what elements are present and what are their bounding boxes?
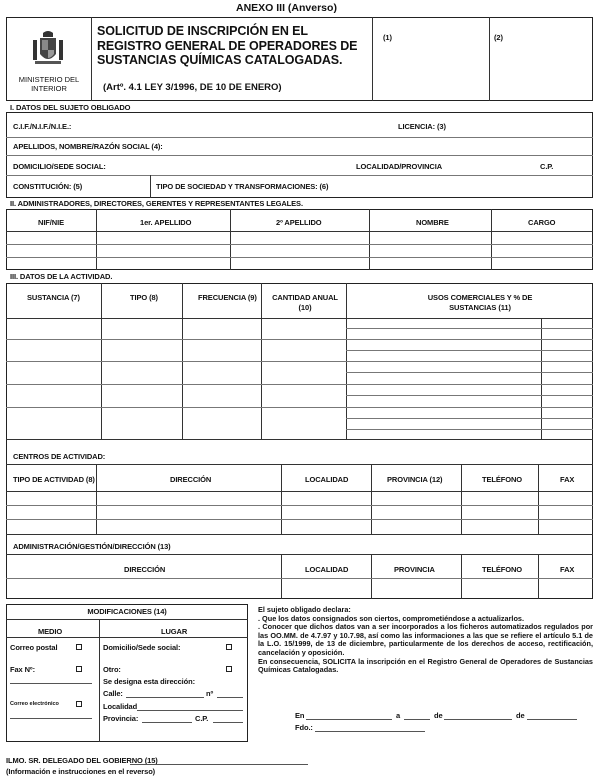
col-usos: USOS COMERCIALES Y % DE SUSTANCIAS (11) [427, 293, 533, 312]
domicilio-checkbox[interactable] [226, 644, 232, 650]
col-tipo: TIPO (8) [130, 293, 158, 302]
designa-label: Se designa esta dirección: [103, 677, 196, 686]
lugar-header: LUGAR [161, 627, 188, 636]
mod-provincia-label: Provincia: [103, 714, 139, 723]
num-field[interactable] [217, 697, 243, 698]
centros-title: CENTROS DE ACTIVIDAD: [13, 452, 106, 461]
declaracion-line-3: En consecuencia, SOLICITA la inscripción en el Registro General de Operadores de Sustancias Químicas Catalogadas. [258, 656, 593, 675]
box-2-label: (2) [494, 33, 503, 42]
col-2o-apellido: 2º APELLIDO [276, 218, 322, 227]
info-note: (Información e instrucciones en el reverso) [6, 767, 156, 776]
col-fax: FAX [560, 475, 575, 484]
delegado-field[interactable] [130, 764, 308, 765]
admin-col-fax: FAX [560, 565, 575, 574]
firma-field[interactable] [315, 731, 425, 732]
correo-electronico-label: Correo electrónico [10, 701, 59, 707]
mod-provincia-field[interactable] [142, 722, 192, 723]
annex-title: ANEXO III (Anverso) [236, 2, 337, 14]
col-frecuencia: FRECUENCIA (9) [198, 293, 257, 302]
section-3-box [6, 283, 593, 599]
form-title: SOLICITUD DE INSCRIPCIÓN EN EL REGISTRO GENERAL DE OPERADORES DE SUSTANCIAS QUÍMICAS CATALOGADAS. [97, 24, 358, 67]
anio-field[interactable] [527, 719, 577, 720]
constitucion-label: CONSTITUCIÓN: (5) [13, 182, 83, 191]
mod-cp-label: C.P. [195, 714, 209, 723]
medio-header: MEDIO [38, 627, 63, 636]
admin-col-telefono: TELÉFONO [482, 565, 523, 574]
otro-label: Otro: [103, 665, 121, 674]
cp-label: C.P. [540, 162, 554, 171]
box-1-label: (1) [383, 33, 392, 42]
mod-cp-field[interactable] [213, 722, 243, 723]
admin-col-provincia: PROVINCIA [394, 565, 435, 574]
col-tipo-actividad: TIPO DE ACTIVIDAD (8) [13, 475, 95, 484]
apellidos-label: APELLIDOS, NOMBRE/RAZÓN SOCIAL (4): [13, 142, 163, 151]
col-nif: NIF/NIE [38, 218, 64, 227]
correo-postal-label: Correo postal [10, 643, 58, 652]
col-cantidad: CANTIDAD ANUAL (10) [272, 293, 338, 312]
num-label: nº [206, 689, 214, 698]
modificaciones-title: MODIFICACIONES (14) [87, 607, 167, 616]
admin-col-direccion: DIRECCIÓN [124, 565, 166, 574]
calle-field[interactable] [126, 697, 204, 698]
de-label-2: de [516, 711, 525, 720]
admin-col-localidad: LOCALIDAD [305, 565, 349, 574]
correo-electronico-checkbox[interactable] [76, 701, 82, 707]
mod-localidad-label: Localidad [103, 702, 138, 711]
de-label-1: de [434, 711, 443, 720]
correo-postal-checkbox[interactable] [76, 644, 82, 650]
declaracion-block [258, 606, 593, 675]
domicilio-label: DOMICILIO/SEDE SOCIAL: [13, 162, 106, 171]
a-label: a [396, 711, 401, 720]
localidad-label: LOCALIDAD/PROVINCIA [356, 162, 443, 171]
col-direccion: DIRECCIÓN [170, 475, 212, 484]
section-1-title: I. DATOS DEL SUJETO OBLIGADO [10, 103, 131, 112]
coat-of-arms-icon [31, 30, 65, 73]
col-localidad: LOCALIDAD [305, 475, 349, 484]
fax-label: Fax Nº: [10, 665, 35, 674]
section-2-title: II. ADMINISTRADORES, DIRECTORES, GERENTES Y REPRESENTANTES LEGALES. [10, 199, 303, 208]
email-field[interactable] [10, 718, 92, 719]
fax-number-field[interactable] [10, 683, 92, 684]
tipo-sociedad-label: TIPO DE SOCIEDAD Y TRANSFORMACIONES: (6) [156, 182, 329, 191]
otro-checkbox[interactable] [226, 666, 232, 672]
declaracion-line-1: . Que los datos consignados son ciertos, comprometiéndose a actualizarlos. [258, 613, 524, 623]
ministry-label: MINISTERIO DEL INTERIOR [18, 75, 80, 93]
cif-label: C.I.F./N.I.F./N.I.E.: [13, 122, 72, 131]
licencia-label: LICENCIA: (3) [398, 122, 446, 131]
declaracion-line-2: . Conocer que dichos datos van a ser incorporados a los ficheros automatizados regulados por las OO.MM. de 4.7.97 y 10.7.98, así como las informaciones a las que se refiere el artículo 5.1 de la L.O. 15/1999, de 13 de diciembre, particularmente de los derechos de acceso, rectificación, cancelación y oposición. [258, 622, 593, 657]
en-label: En [295, 711, 305, 720]
delegado-label: ILMO. SR. DELEGADO DEL GOBIERNO (15) [6, 756, 158, 765]
form-subtitle: (Artº. 4.1 LEY 3/1996, DE 10 DE ENERO) [103, 82, 282, 93]
col-telefono: TELÉFONO [482, 475, 523, 484]
dia-field[interactable] [404, 719, 430, 720]
fax-checkbox[interactable] [76, 666, 82, 672]
admin-title: ADMINISTRACIÓN/GESTIÓN/DIRECCIÓN (13) [13, 542, 171, 551]
section-3-title: III. DATOS DE LA ACTIVIDAD. [10, 272, 113, 281]
col-cargo: CARGO [528, 218, 556, 227]
mes-field[interactable] [444, 719, 512, 720]
domicilio-sede-label: Domicilio/Sede social: [103, 643, 181, 652]
lugar-firma-field[interactable] [306, 719, 392, 720]
col-sustancia: SUSTANCIA (7) [27, 293, 80, 302]
mod-localidad-field[interactable] [137, 710, 243, 711]
col-1er-apellido: 1er. APELLIDO [140, 218, 192, 227]
declaracion-title: El sujeto obligado declara: [258, 605, 351, 614]
fdo-label: Fdo.: [295, 723, 313, 732]
col-provincia: PROVINCIA (12) [387, 475, 443, 484]
calle-label: Calle: [103, 689, 123, 698]
col-nombre: NOMBRE [416, 218, 449, 227]
